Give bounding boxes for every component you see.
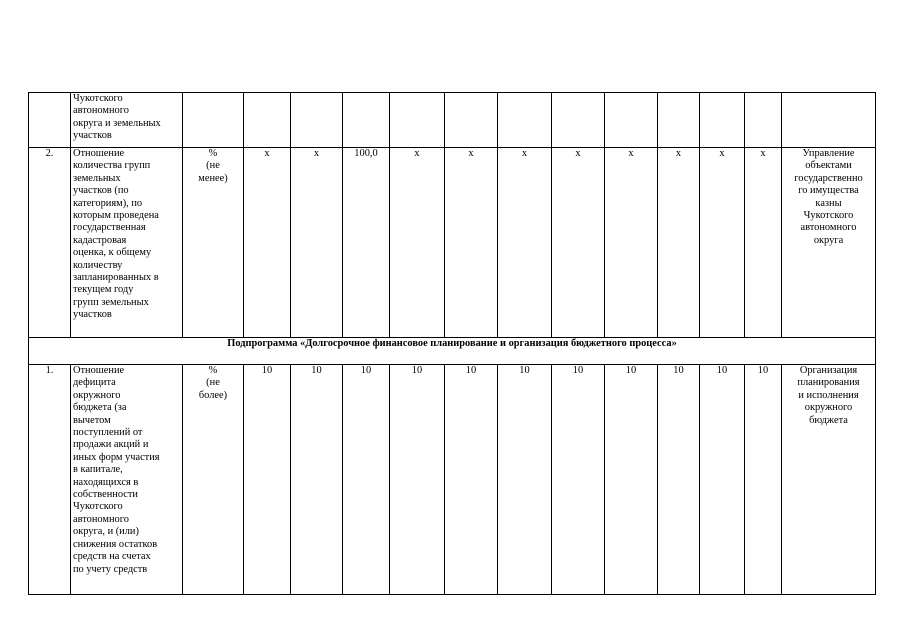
subprogram-title: Подпрограмма «Долгосрочное финансовое планирование и организация бюджетного процесса»	[29, 338, 876, 365]
value-cell: х	[658, 148, 700, 338]
value-cell: х	[498, 148, 552, 338]
unit-cell	[183, 93, 244, 148]
subprogram-row	[29, 338, 876, 365]
indicator-name: Отношение дефицита окружного бюджета (за вычетом поступлений от продажи акций и иных форм участия в капитале, находящихся в собственности Чукотского автономного округа, и (или) снижения остатков средств на счетах по учету средств	[71, 365, 183, 595]
value-cell: 10	[343, 365, 390, 595]
value-cell	[498, 93, 552, 148]
responsible-cell: Управление объектами государственно го имущества казны Чукотского автономного округа	[782, 148, 876, 338]
value-cell: х	[291, 148, 343, 338]
value-cell: 100,0	[343, 148, 390, 338]
table-row	[29, 365, 876, 595]
value-cell: х	[244, 148, 291, 338]
row-number	[29, 93, 71, 148]
value-cell	[745, 93, 782, 148]
value-cell	[445, 93, 498, 148]
value-cell	[700, 93, 745, 148]
responsible-cell: Организация планирования и исполнения окружного бюджета	[782, 365, 876, 595]
value-cell: 10	[445, 365, 498, 595]
value-cell	[552, 93, 605, 148]
value-cell: 10	[700, 365, 745, 595]
value-cell	[244, 93, 291, 148]
value-cell: 10	[605, 365, 658, 595]
table-row	[29, 148, 876, 338]
indicators-table	[28, 92, 876, 595]
value-cell: х	[745, 148, 782, 338]
indicator-name: Отношение количества групп земельных участков (по категориям), по которым проведена государственная кадастровая оценка, к общему количеству запланированных в текущем году групп земельных участков	[71, 148, 183, 338]
indicator-name: Чукотского автономного округа и земельных участков	[71, 93, 183, 148]
value-cell: 10	[552, 365, 605, 595]
responsible-cell	[782, 93, 876, 148]
value-cell: 10	[745, 365, 782, 595]
value-cell: 10	[291, 365, 343, 595]
unit-cell: % (не менее)	[183, 148, 244, 338]
table-row	[29, 93, 876, 148]
value-cell	[658, 93, 700, 148]
value-cell: х	[605, 148, 658, 338]
value-cell: х	[445, 148, 498, 338]
value-cell: 10	[244, 365, 291, 595]
row-number: 1.	[29, 365, 71, 595]
value-cell	[343, 93, 390, 148]
row-number: 2.	[29, 148, 71, 338]
value-cell: х	[390, 148, 445, 338]
value-cell	[291, 93, 343, 148]
value-cell	[605, 93, 658, 148]
unit-cell: % (не более)	[183, 365, 244, 595]
value-cell	[390, 93, 445, 148]
value-cell: 10	[658, 365, 700, 595]
value-cell: 10	[390, 365, 445, 595]
value-cell: х	[552, 148, 605, 338]
value-cell: х	[700, 148, 745, 338]
value-cell: 10	[498, 365, 552, 595]
